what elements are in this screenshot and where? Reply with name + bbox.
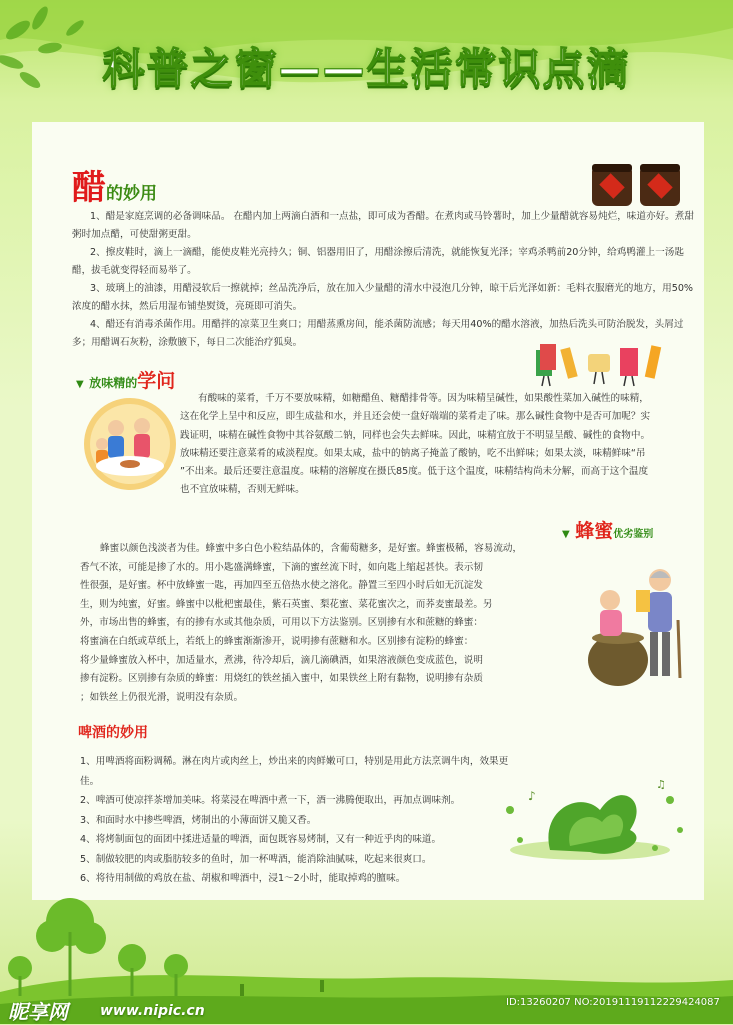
vinegar-paragraph-4: 4、醋还有消毒杀菌作用。用醋拌的凉菜卫生爽口；用醋蒸熏房间，能杀菌防流感；每天用40%的醋水溶液，加热后洗头可防治脱发，头屑过多；用醋调石灰粉，涂敷腋下，每日二次能治疗狐臭。 xyxy=(72,319,684,348)
honey-line: 性很强，是好蜜。杯中放蜂蜜一匙，再加四至五倍热水使之溶化。静置三至四小时后如无沉淀发 xyxy=(80,580,483,592)
msg-line: 也不宜放味精，否则无鲜味。 xyxy=(180,484,305,496)
honey-heading-big: 蜂蜜 xyxy=(575,520,614,542)
honey-jar-grandparents-illustration xyxy=(582,560,692,690)
vinegar-jars-illustration xyxy=(588,160,688,210)
page-title: 科普之窗——生活常识点滴 xyxy=(102,44,631,93)
image-id-watermark: ID:13260207 NO:20191119112229424087 xyxy=(506,997,720,1008)
honey-line: 将少量蜂蜜放入杯中，加适量水，煮沸，待冷却后，滴几滴碘酒，如果溶液颜色变成蓝色，说明 xyxy=(80,654,483,666)
svg-text:♫: ♫ xyxy=(656,778,666,791)
list-item: 2、啤酒可使凉拌茶增加美味。将菜浸在啤酒中煮一下，酒一沸腾便取出，再加点调味剂。 xyxy=(80,795,461,806)
honey-line: 香气不浓，可能是掺了水的。用小匙盛满蜂蜜，下滴的蜜丝流下时，如向匙上缩起甚快。表示韧 xyxy=(80,561,483,573)
site-logo: 昵享网 xyxy=(8,1000,68,1024)
honey-text-block xyxy=(80,540,578,707)
list-item: 5、制做较肥的肉或脂肪较多的鱼时，加一杯啤酒，能消除油腻味，吃起来很爽口。 xyxy=(80,853,432,865)
beer-heading: 啤酒的妙用 xyxy=(78,725,148,741)
msg-heading xyxy=(76,366,175,393)
family-dinner-illustration xyxy=(80,394,180,494)
honey-line: 蜂蜜以颜色浅淡者为佳。蜂蜜中多白色小粒结晶体的，含葡萄糖多，是好蜜。蜂蜜极稀，容易流动， xyxy=(100,543,523,554)
list-item: 3、和面时水中掺些啤酒，烤制出的小薄面饼又脆又香。 xyxy=(80,814,317,826)
msg-line: 这在化学上呈中和反应，即生成盐和水，并且还会使一盘好端端的菜肴走了味。那么碱性食物中是否可加呢？实 xyxy=(180,411,651,423)
vinegar-heading-big: 醋 xyxy=(72,168,106,208)
beer-list xyxy=(80,752,520,889)
msg-line: 有酸味的菜肴，千万不要放味精，如糖醋鱼、糖醋排骨等。因为味精呈碱性，如果酸性菜加入碱性的味精， xyxy=(198,393,649,404)
green-foliage-illustration xyxy=(480,770,700,870)
vinegar-paragraph-2: 2、擦皮鞋时，滴上一滴醋，能使皮鞋光亮持久；铜、铝器用旧了，用醋涂擦后清洗，就能恢复光泽；宰鸡杀鸭前20分钟，给鸡鸭灌上一汤匙醋，拔毛就变得轻而易举了。 xyxy=(72,247,684,276)
msg-line: 践证明，味精在碱性食物中其谷氨酸二钠，同样也会失去鲜味。因此，味精宜放于不明显呈酸、碱性的食物中。 xyxy=(180,429,651,441)
list-item: 4、将烤制面包的面团中揉进适量的啤酒，面包既容易烤制，又有一种近乎肉的味道。 xyxy=(80,834,442,845)
msg-line: 放味精还要注意菜肴的咸淡程度。如果太咸，盐中的钠离子掩盖了酸钠，吃不出鲜味；如果太淡，味精鲜味“吊 xyxy=(180,447,646,459)
triangle-icon: ▼ xyxy=(76,379,84,390)
honey-heading xyxy=(562,516,653,543)
vinegar-paragraph-3: 3、玻璃上的油漆，用醋浸软后一擦就掉；丝品洗净后，放在加入少量醋的清水中浸泡几分钟，晾干后光泽如新：毛料衣服磨光的地方，用50%浓度的醋水抹，然后用湿布铺垫熨烫，亮斑即可消失。 xyxy=(72,283,694,312)
msg-text-block xyxy=(180,390,700,500)
honey-line: 将蜜滴在白纸或草纸上，若纸上的蜂蜜渐渐渗开，说明掺有蔗糖和水。区别掺有淀粉的蜂蜜： xyxy=(80,635,474,647)
svg-text:♪: ♪ xyxy=(528,789,536,803)
stationery-characters-illustration xyxy=(530,340,680,390)
vinegar-heading-small: 的妙用 xyxy=(106,184,157,204)
honey-line: 生，则为纯蜜，好蜜。蜂蜜中以枇杷蜜最佳，紫石英蜜、梨花蜜、菜花蜜次之，而荞麦蜜最差。另 xyxy=(80,598,493,610)
honey-line: 外，市场出售的蜂蜜，有的掺有水或其他杂质，可用以下方法鉴别。区别掺有水和蔗糖的蜂蜜： xyxy=(80,617,483,629)
vinegar-heading xyxy=(72,160,157,209)
honey-line: ；如铁丝上仍很光滑，说明没有杂质。 xyxy=(80,691,244,703)
list-item: 1、用啤酒将面粉调稀。淋在肉片或肉丝上，炒出来的肉鲜嫩可口，特别是用此方法烹调牛肉，效果更佳。 xyxy=(80,756,509,787)
honey-heading-small: 优劣鉴别 xyxy=(613,529,654,540)
vinegar-paragraph-1: 1、醋是家庭烹调的必备调味品。 在醋内加上两滴白酒和一点盐，即可成为香醋。在煮肉或马铃薯时，加上少量醋就容易炖烂，味道亦好。煮甜粥时加点醋，可使甜粥更甜。 xyxy=(72,211,694,240)
site-url: www.nipic.cn xyxy=(100,1003,205,1019)
msg-heading-small: 放味精的 xyxy=(89,376,138,390)
honey-line: 掺有淀粉。区别掺有杂质的蜂蜜：用烧红的铁丝插入蜜中，如果铁丝上附有黏物，说明掺有杂质 xyxy=(80,673,483,685)
triangle-icon: ▼ xyxy=(562,529,570,540)
msg-heading-big: 学问 xyxy=(137,370,176,392)
msg-line: ”不出来。最后还要注意温度。味精的溶解度在摄氏85度。低于这个温度，味精结构尚未分解，而高于这个温度 xyxy=(180,466,649,478)
list-item: 6、将待用制做的鸡放在盐、胡椒和啤酒中，浸1～2小时，能取掉鸡的膻味。 xyxy=(80,873,406,884)
